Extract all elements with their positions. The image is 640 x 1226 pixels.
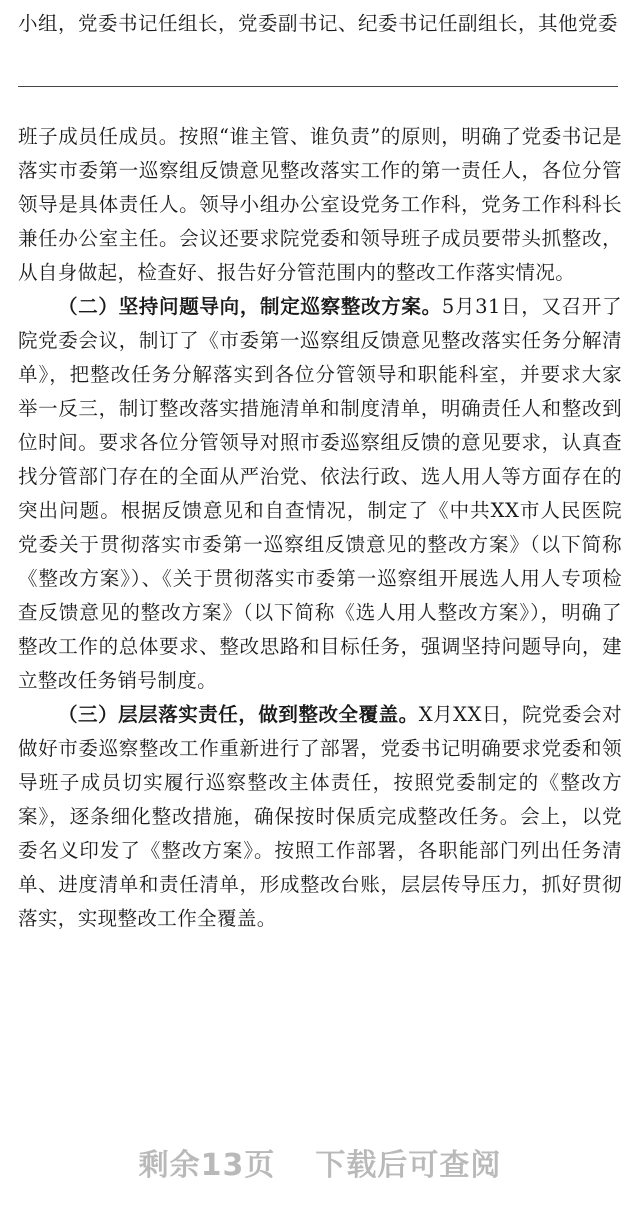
download-to-view-label: 下载后可查阅 <box>315 1148 502 1183</box>
page-divider <box>18 86 618 87</box>
paragraph-continued: 班子成员任成员。按照“谁主管、谁负责”的原则，明确了党委书记是落实市委第一巡察组反馈意见整改落实工作的第一责任人，各位分管领导是具体责任人。领导小组办公室设党务工作科，党务工作科科长兼任办公室主任。会议还要求院党委和领导班子成员要带头抓整改，从自身做起，检查好、报告好分管范围内的整改工作落实情况。 <box>18 125 622 284</box>
paragraph-section-2 <box>18 290 622 698</box>
section-3-heading: （三）层层落实责任，做到整改全覆盖。 <box>58 703 419 726</box>
paragraph-section-3 <box>18 698 622 936</box>
document-body <box>18 120 622 936</box>
remaining-pages-label: 剩余13页 <box>138 1148 276 1183</box>
previous-page-last-line: 小组，党委书记任组长，党委副书记、纪委书记任副组长，其他党委 <box>18 12 619 35</box>
section-3-text: X月XX日，院党委会对做好市委巡察整改工作重新进行了部署，党委书记明确要求党委和领导班子成员切实履行巡察整改主体责任，按照党委制定的《整改方案》，逐条细化整改措施，确保按时保质完成整改任务。会上，以党委名义印发了《整改方案》。按照工作部署，各职能部门列出任务清单、进度清单和责任清单，形成整改台账，层层传导压力，抓好贯彻落实，实现整改工作全覆盖。 <box>18 703 622 930</box>
section-2-text: 5月31日，又召开了院党委会议，制订了《市委第一巡察组反馈意见整改落实任务分解清单》，把整改任务分解落实到各位分管领导和职能科室，并要求大家举一反三，制订整改落实措施清单和制度清单，明确责任人和整改到位时间。要求各位分管领导对照市委巡察组反馈的意见要求，认真查找分管部门存在的全面从严治党、依法行政、选人用人等方面存在的突出问题。根据反馈意见和自查情况，制定了《中共XX市人民医院党委关于贯彻落实市委第一巡察组反馈意见的整改方案》（以下简称《整改方案》）、《关于贯彻落实市委第一巡察组开展选人用人专项检查反馈意见的整改方案》（以下简称《选人用人整改方案》），明确了整改工作的总体要求、整改思路和目标任务，强调坚持问题导向，建立整改任务销号制度。 <box>18 295 622 692</box>
section-2-heading: （二）坚持问题导向，制定巡察整改方案。 <box>58 295 442 318</box>
remaining-pages-banner[interactable] <box>0 1140 640 1184</box>
